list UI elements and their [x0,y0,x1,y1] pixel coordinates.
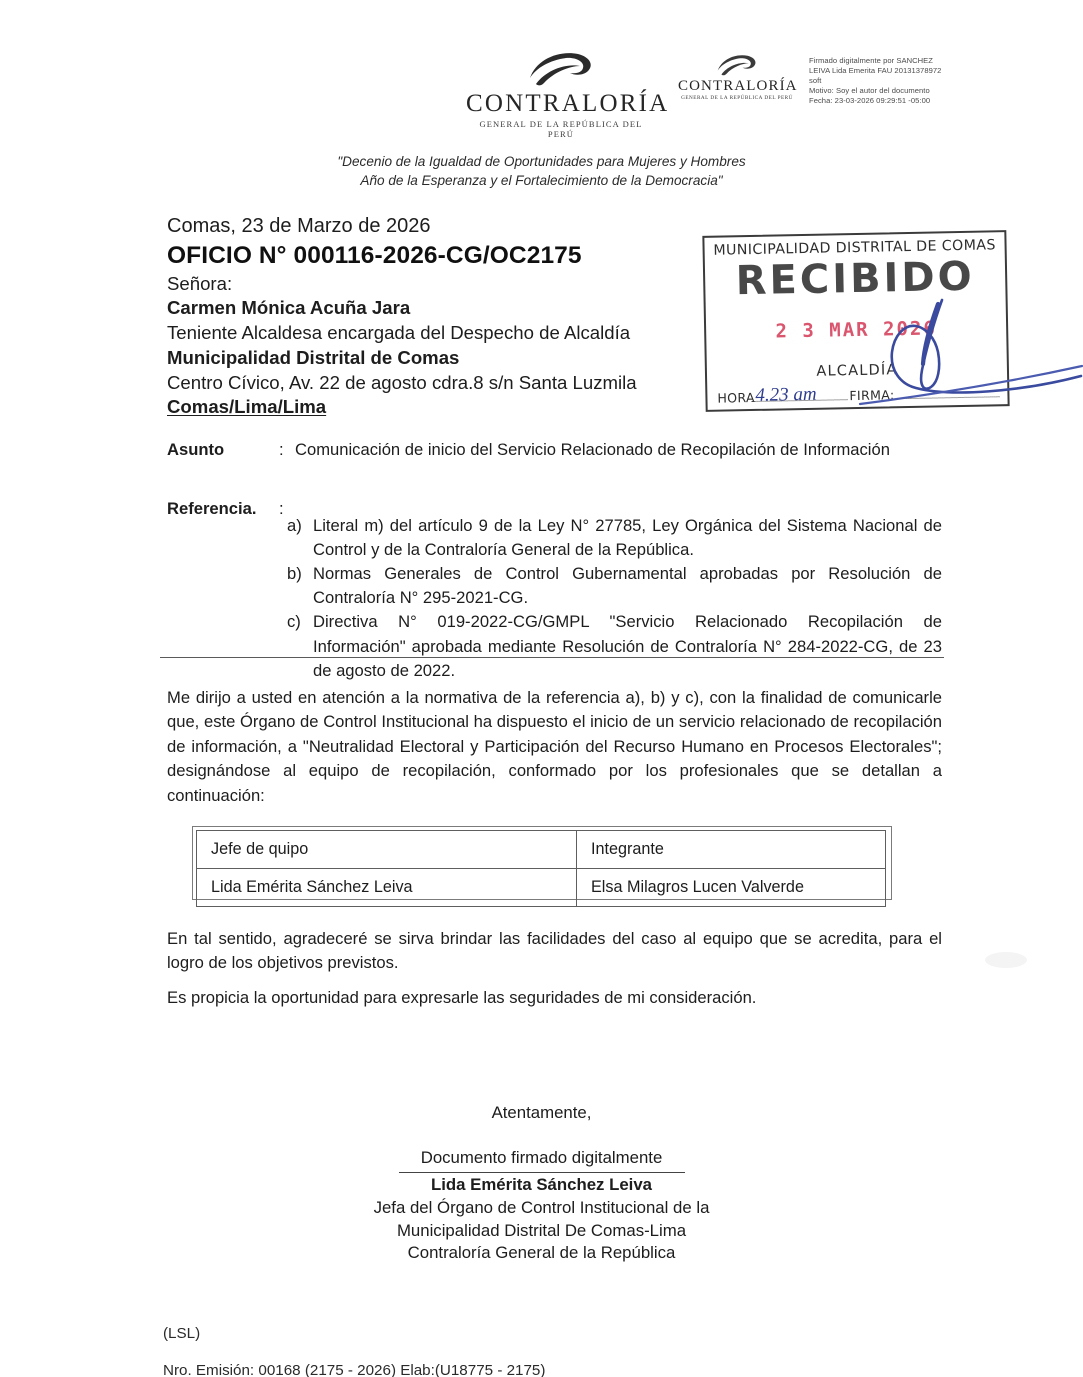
stamp-status-recibido: RECIBIDO [735,253,976,305]
body-paragraph-2: En tal sentido, agradeceré se sirva brindar las facilidades del caso al equipo que se acredita, para el logro de los objetivos previstos. [167,929,942,973]
referencia-colon: : [279,499,284,518]
logo-main-wordmark: CONTRALORÍA [466,90,670,117]
table-row [197,869,886,907]
body-paragraph-3: Es propicia la oportunidad para expresarle las seguridades de mi consideración. [167,988,757,1007]
contraloria-swoosh-icon [524,48,598,88]
recipient-street: Centro Cívico, Av. 22 de agosto cdra.8 s/n Santa Luzmila [167,371,637,393]
scan-artifact [985,952,1027,968]
asunto-value: Comunicación de inicio del Servicio Relacionado de Recopilación de Información [295,440,890,459]
asunto-label: Asunto [167,440,225,459]
letter-heading [167,214,707,420]
signer-role-line-2: Municipalidad Distrital De Comas-Lima [396,1220,687,1240]
contraloria-logo-secondary [678,52,796,101]
referencia-marker-b: b) [287,564,302,584]
list-item [287,610,942,683]
salutation: Señora: [167,272,233,294]
digital-signature-block [809,56,1009,106]
logo-main-subtitle: GENERAL DE LA REPÚBLICA DEL PERÚ [479,119,643,139]
referencia-marker-a: a) [287,515,302,535]
oficio-number: OFICIO N° 000116-2026-CG/OC2175 [167,241,582,269]
referencia-text-b: Normas Generales de Control Gubernamental aprobadas por Resolución de Contraloría N° 295-2021-CG. [313,564,942,608]
field-asunto [167,438,942,462]
digital-signature-line-2: LEIVA Lida Emerita FAU 20131378972 [809,66,942,76]
stamp-date: 2 3 MAR 2026 [775,317,938,343]
signer-role-line-1: Jefa del Órgano de Control Institucional de la [373,1197,710,1217]
logo-secondary-wordmark: CONTRALORÍA [678,78,798,94]
table-cell-integrante-name: Elsa Milagros Lucen Valverde [577,869,886,907]
footer-emission-number: Nro. Emisión: 00168 (2175 - 2026) Elab:(U18775 - 2175) [163,1362,546,1377]
signature-rule [399,1172,685,1173]
signer-name: Lida Emérita Sánchez Leiva [430,1174,653,1194]
referencia-marker-c: c) [287,612,301,632]
recipient-role: Teniente Alcaldesa encargada del Despecho de Alcaldía [167,322,631,344]
asunto-colon: : [279,440,284,459]
digital-signature-fecha: Fecha: 23-03-2026 09:29:51 -05:00 [809,96,931,106]
digital-signature-line-3: soft [809,76,822,86]
stamp-hora-value: 4.23 am [755,383,817,406]
referencia-text-c: Directiva N° 019-2022-CG/GMPL "Servicio Relacionado Recopilación de Información" aprobada mediante Resolución de Contraloría N° 284-2022-CG, de 23 de agosto de 2022. [313,612,942,680]
referencia-label: Referencia. [167,499,257,518]
list-item [287,562,942,610]
institutional-motto [0,152,1083,191]
stamp-firma-label: FIRMA: [849,387,895,404]
digital-signature-motivo: Motivo: Soy el autor del documento [809,86,930,96]
field-referencia [167,497,942,700]
motto-line-1: "Decenio de la Igualdad de Oportunidades para Mujeres y Hombres [337,154,746,169]
city-and-date: Comas, 23 de Marzo de 2026 [167,215,431,237]
recipient-entity: Municipalidad Distrital de Comas [167,346,460,368]
motto-line-2: Año de la Esperanza y el Fortalecimiento de la Democracia" [360,173,723,189]
list-item [287,514,942,562]
contraloria-logo-main [466,48,670,139]
logo-secondary-subtitle: GENERAL DE LA REPÚBLICA DEL PERÚ [681,95,793,101]
footer-initials: (LSL) [163,1325,201,1342]
table-header-integrante: Integrante [577,831,886,869]
signature-block [0,1147,1083,1265]
signer-organization: Contraloría General de la República [407,1243,676,1263]
digital-signature-note: Documento firmado digitalmente [420,1148,663,1167]
recipient-locality: Comas/Lima/Lima [167,396,327,418]
table-cell-jefe-name: Lida Emérita Sánchez Leiva [197,869,577,907]
section-divider [160,657,944,658]
team-table [196,830,886,907]
stamp-firma-dotted-line [903,396,999,399]
stamp-office-alcaldia: ALCALDÍA [816,362,898,380]
stamp-organization: MUNICIPALIDAD DISTRITAL DE COMAS [713,237,996,259]
table-row [197,831,886,869]
stamp-hora-label: HORA [717,389,756,406]
body-paragraph-1: Me dirijo a usted en atención a la normativa de la referencia a), b) y c), con la finalidad de comunicarle que, este Órgano de Control Institucional ha dispuesto el inicio de un servicio relacionado de recopilación de información, a "Neutralidad Electoral y Participación del Recurso Humano en Procesos Electorales"; designándose al equipo de recopilación, conformado por los profesionales que se detallan a continuación: [167,688,942,805]
referencia-text-a: Literal m) del artículo 9 de la Ley N° 27785, Ley Orgánica del Sistema Nacional de Control y de la Contraloría General de la República. [313,515,942,559]
contraloria-swoosh-icon-small [714,52,760,77]
received-stamp [702,230,1009,412]
closing-salutation: Atentamente, [491,1103,592,1122]
table-header-jefe: Jefe de quipo [197,831,577,869]
digital-signature-line-1: Firmado digitalmente por SANCHEZ [809,56,933,65]
recipient-name: Carmen Mónica Acuña Jara [167,297,411,319]
